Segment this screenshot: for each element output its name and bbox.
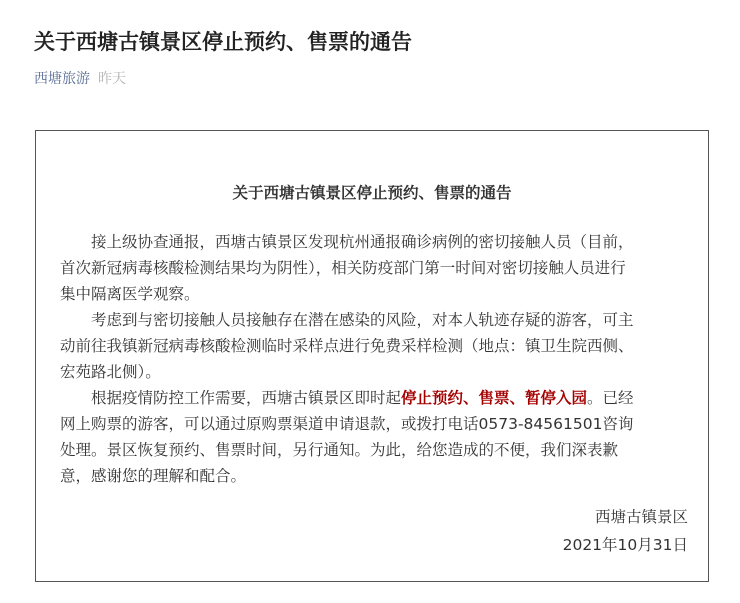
highlight-text: 停止预约、售票、暂停入园 — [401, 389, 588, 407]
paragraph-line: 意，感谢您的理解和配合。 — [60, 467, 247, 485]
paragraph-line: 集中隔离医学观察。 — [60, 285, 200, 303]
notice-image — [35, 130, 709, 582]
notice-title: 关于西塘古镇景区停止预约、售票的通告 — [232, 184, 512, 202]
article-meta — [34, 68, 126, 88]
paragraph-line: 宏苑路北侧）。 — [60, 363, 161, 381]
author-link[interactable]: 西塘旅游 — [34, 71, 90, 87]
publish-date: 昨天 — [98, 71, 126, 87]
paragraph-line: 处理。景区恢复预约、售票时间，另行通知。为此，给您造成的不便，我们深表歉 — [60, 441, 619, 459]
notice-body — [60, 229, 690, 489]
signature-block — [563, 503, 688, 559]
signature: 西塘古镇景区 — [594, 508, 688, 526]
paragraph-line: 考虑到与密切接触人员接触存在潜在感染的风险，对本人轨迹存疑的游客，可主 — [91, 311, 634, 329]
paragraph-line: 网上购票的游客，可以通过原购票渠道申请退款，或拨打电话0573-84561501咨询 — [60, 415, 634, 433]
paragraph-line: 首次新冠病毒核酸检测结果均为阴性），相关防疫部门第一时间对密切接触人员进行 — [60, 259, 626, 277]
paragraph-line: 接上级协查通报，西塘古镇景区发现杭州通报确诊病例的密切接触人员（目前， — [91, 233, 634, 251]
text: 根据疫情防控工作需要，西塘古镇景区即时起 — [91, 389, 402, 407]
article-title: 关于西塘古镇景区停止预约、售票的通告 — [34, 30, 412, 54]
text: 。已经 — [587, 389, 634, 407]
paragraph-line — [60, 385, 690, 411]
sign-date: 2021年10月31日 — [562, 536, 688, 554]
paragraph-line: 动前往我镇新冠病毒核酸检测临时采样点进行免费采样检测（地点：镇卫生院西侧、 — [60, 337, 634, 355]
